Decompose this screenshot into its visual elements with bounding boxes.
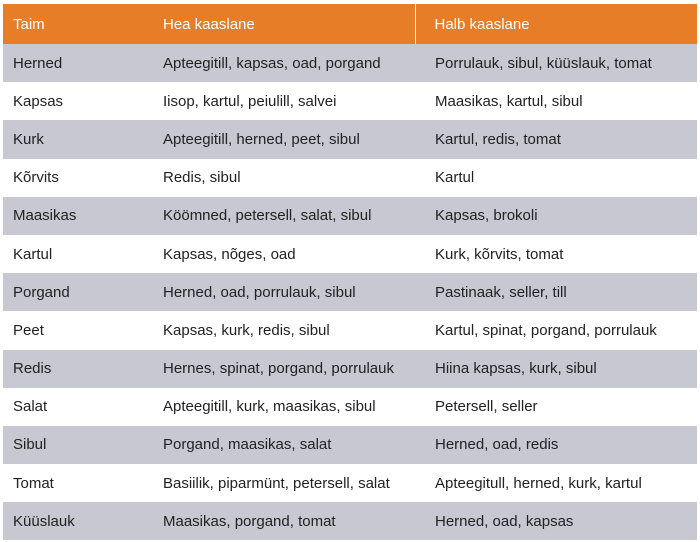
table-row [3,82,697,120]
header-plant: Taim [13,15,45,33]
table-row [3,159,697,197]
cell-bad-companion: Herned, oad, redis [435,436,559,454]
cell-plant: Redis [13,360,52,378]
table-row [3,197,697,235]
cell-good-companion: Apteegitill, kurk, maasikas, sibul [163,398,376,416]
table-row [3,502,697,540]
table-row [3,464,697,502]
table-row [3,311,697,349]
cell-bad-companion: Porrulauk, sibul, küüslauk, tomat [435,54,652,72]
cell-plant: Herned [13,54,63,72]
cell-plant: Kapsas [13,92,64,110]
cell-plant: Sibul [13,436,47,454]
header-good-companion: Hea kaaslane [163,15,255,33]
cell-plant: Kartul [13,245,53,263]
cell-good-companion: Porgand, maasikas, salat [163,436,332,454]
cell-good-companion: Apteegitill, kapsas, oad, porgand [163,54,381,72]
companion-planting-table [3,4,697,540]
table-row [3,44,697,82]
table-body [3,44,697,540]
cell-plant: Tomat [13,474,54,492]
cell-plant: Salat [13,398,48,416]
table-row [3,235,697,273]
cell-good-companion: Kapsas, nõges, oad [163,245,296,263]
table-row [3,426,697,464]
cell-bad-companion: Kartul, redis, tomat [435,130,561,148]
cell-good-companion: Redis, sibul [163,169,241,187]
header-bad-companion: Halb kaaslane [415,4,697,44]
cell-good-companion: Apteegitill, herned, peet, sibul [163,130,360,148]
cell-plant: Porgand [13,283,70,301]
table-row [3,273,697,311]
cell-bad-companion: Petersell, seller [435,398,538,416]
cell-plant: Kõrvits [13,169,59,187]
cell-bad-companion: Herned, oad, kapsas [435,512,574,530]
cell-good-companion: Maasikas, porgand, tomat [163,512,336,530]
cell-good-companion: Kapsas, kurk, redis, sibul [163,321,330,339]
cell-good-companion: Herned, oad, porrulauk, sibul [163,283,356,301]
cell-bad-companion: Kurk, kõrvits, tomat [435,245,564,263]
table-row [3,350,697,388]
cell-bad-companion: Apteegitull, herned, kurk, kartul [435,474,642,492]
cell-bad-companion: Kartul, spinat, porgand, porrulauk [435,321,657,339]
table-row [3,120,697,158]
cell-bad-companion: Maasikas, kartul, sibul [435,92,583,110]
cell-plant: Maasikas [13,207,77,225]
cell-bad-companion: Hiina kapsas, kurk, sibul [435,360,597,378]
cell-good-companion: Köömned, petersell, salat, sibul [163,207,372,225]
cell-bad-companion: Pastinaak, seller, till [435,283,567,301]
cell-bad-companion: Kapsas, brokoli [435,207,538,225]
cell-plant: Peet [13,321,44,339]
cell-plant: Kurk [13,130,44,148]
cell-bad-companion: Kartul [435,169,475,187]
table-header [3,4,697,44]
table-row [3,388,697,426]
cell-good-companion: Hernes, spinat, porgand, porrulauk [163,360,394,378]
header-row [3,4,697,44]
cell-good-companion: Basiilik, piparmünt, petersell, salat [163,474,390,492]
cell-plant: Küüslauk [13,512,75,530]
cell-good-companion: Iisop, kartul, peiulill, salvei [163,92,337,110]
